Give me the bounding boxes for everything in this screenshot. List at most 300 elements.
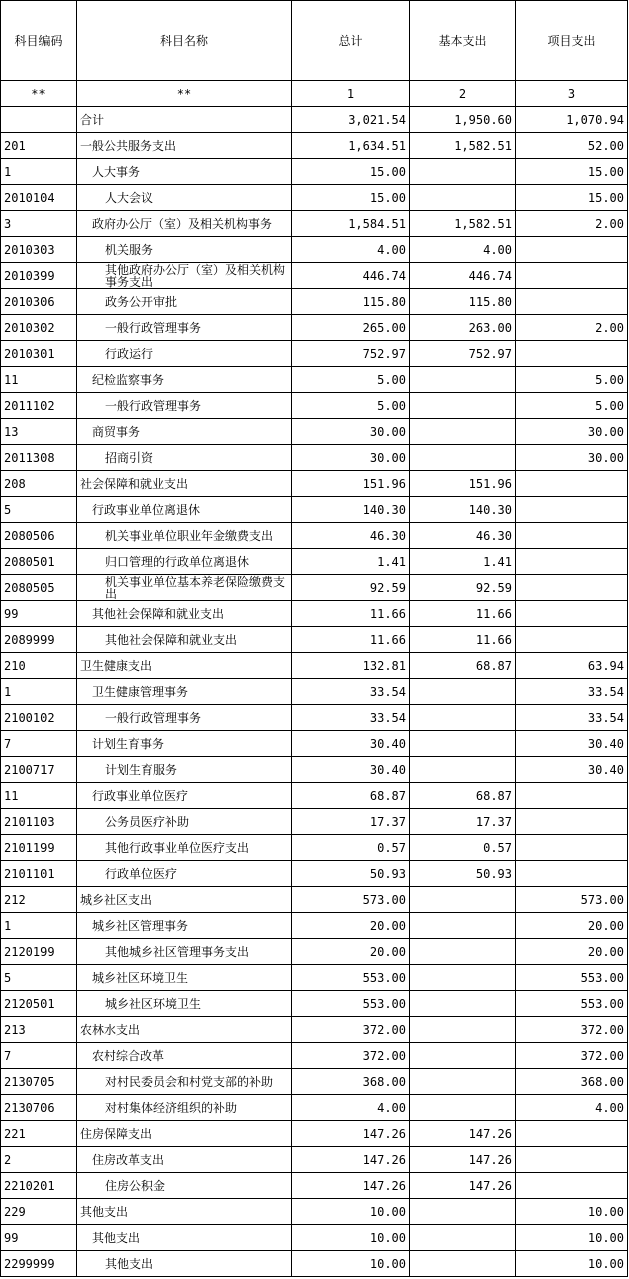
subject-name <box>77 887 292 913</box>
subject-name-text: 对村集体经济组织的补助 <box>105 1101 238 1115</box>
subject-name-text: 一般行政管理事务 <box>105 399 202 413</box>
subject-name-text: 一般行政管理事务 <box>105 321 202 335</box>
table-row <box>1 185 628 211</box>
subject-code: 1 <box>1 679 77 705</box>
basic-amount: 151.96 <box>410 471 516 497</box>
subject-name-text: 人大事务 <box>92 165 141 179</box>
total-amount: 5.00 <box>292 393 410 419</box>
total-amount: 20.00 <box>292 913 410 939</box>
subject-name <box>77 809 292 835</box>
total-amount: 5.00 <box>292 367 410 393</box>
subject-name-text: 行政事业单位医疗 <box>92 789 189 803</box>
basic-amount <box>410 757 516 783</box>
subject-code: 2010303 <box>1 237 77 263</box>
subject-name <box>77 627 292 653</box>
subject-name <box>77 1225 292 1251</box>
subject-code: 1 <box>1 913 77 939</box>
subject-code: 2100717 <box>1 757 77 783</box>
subject-name <box>77 835 292 861</box>
project-amount: 4.00 <box>516 1095 628 1121</box>
project-amount: 372.00 <box>516 1043 628 1069</box>
basic-amount: 4.00 <box>410 237 516 263</box>
subject-name <box>77 1043 292 1069</box>
total-amount: 265.00 <box>292 315 410 341</box>
subject-name <box>77 523 292 549</box>
subject-code: 2010399 <box>1 263 77 289</box>
project-amount: 5.00 <box>516 393 628 419</box>
project-amount: 573.00 <box>516 887 628 913</box>
subject-code: 2 <box>1 1147 77 1173</box>
total-amount: 0.57 <box>292 835 410 861</box>
subject-code: 2101103 <box>1 809 77 835</box>
table-row <box>1 1173 628 1199</box>
subject-code: 2010306 <box>1 289 77 315</box>
subject-name-text: 机关事业单位职业年金缴费支出 <box>105 529 274 543</box>
project-amount <box>516 809 628 835</box>
project-amount <box>516 861 628 887</box>
subject-code: 2010301 <box>1 341 77 367</box>
table-row <box>1 159 628 185</box>
total-amount: 553.00 <box>292 991 410 1017</box>
subject-name-text: 农林水支出 <box>80 1023 141 1037</box>
subject-code: 201 <box>1 133 77 159</box>
project-amount: 30.40 <box>516 757 628 783</box>
subject-name <box>77 679 292 705</box>
project-amount: 10.00 <box>516 1225 628 1251</box>
table-row <box>1 1095 628 1121</box>
total-amount: 50.93 <box>292 861 410 887</box>
project-amount <box>516 263 628 289</box>
subject-code: 1 <box>1 159 77 185</box>
subject-name-text: 城乡社区环境卫生 <box>105 997 202 1011</box>
subject-name <box>77 1121 292 1147</box>
subject-name <box>77 393 292 419</box>
project-amount: 30.00 <box>516 419 628 445</box>
project-amount <box>516 1173 628 1199</box>
subject-name-text: 卫生健康管理事务 <box>92 685 189 699</box>
project-amount <box>516 497 628 523</box>
table-row <box>1 133 628 159</box>
basic-amount <box>410 159 516 185</box>
subject-name <box>77 419 292 445</box>
basic-amount: 17.37 <box>410 809 516 835</box>
index-name: ** <box>77 81 292 107</box>
subject-name-text: 住房改革支出 <box>92 1153 165 1167</box>
subject-code: 2100102 <box>1 705 77 731</box>
table-row <box>1 939 628 965</box>
total-amount: 30.40 <box>292 757 410 783</box>
subject-name <box>77 107 292 133</box>
subject-name <box>77 1017 292 1043</box>
subject-name-text: 其他政府办公厅（室）及相关机构事务支出 <box>105 263 286 288</box>
basic-amount <box>410 367 516 393</box>
total-amount: 30.40 <box>292 731 410 757</box>
header-basic: 基本支出 <box>410 1 516 81</box>
basic-amount: 68.87 <box>410 653 516 679</box>
total-amount: 11.66 <box>292 601 410 627</box>
subject-name-text: 社会保障和就业支出 <box>80 477 189 491</box>
subject-code: 229 <box>1 1199 77 1225</box>
project-amount <box>516 835 628 861</box>
basic-amount: 11.66 <box>410 601 516 627</box>
subject-name <box>77 913 292 939</box>
subject-name <box>77 445 292 471</box>
project-amount: 52.00 <box>516 133 628 159</box>
subject-name-text: 一般公共服务支出 <box>80 139 177 153</box>
project-amount <box>516 1147 628 1173</box>
table-row <box>1 809 628 835</box>
basic-amount <box>410 887 516 913</box>
subject-name <box>77 783 292 809</box>
basic-amount <box>410 1043 516 1069</box>
total-amount: 20.00 <box>292 939 410 965</box>
total-amount: 33.54 <box>292 705 410 731</box>
subject-name <box>77 1147 292 1173</box>
index-project: 3 <box>516 81 628 107</box>
subject-code: 2010302 <box>1 315 77 341</box>
table-body <box>1 107 628 1277</box>
project-amount: 2.00 <box>516 315 628 341</box>
basic-amount <box>410 419 516 445</box>
total-amount: 30.00 <box>292 419 410 445</box>
basic-amount <box>410 1017 516 1043</box>
total-amount: 15.00 <box>292 159 410 185</box>
total-amount: 752.97 <box>292 341 410 367</box>
header-total: 总计 <box>292 1 410 81</box>
project-amount <box>516 1121 628 1147</box>
project-amount <box>516 289 628 315</box>
total-amount: 151.96 <box>292 471 410 497</box>
project-amount: 30.00 <box>516 445 628 471</box>
subject-name <box>77 471 292 497</box>
table-row <box>1 1121 628 1147</box>
total-amount: 33.54 <box>292 679 410 705</box>
project-amount <box>516 575 628 601</box>
subject-code: 99 <box>1 1225 77 1251</box>
total-amount: 1,634.51 <box>292 133 410 159</box>
table-row <box>1 991 628 1017</box>
index-row <box>1 81 628 107</box>
subject-name-text: 城乡社区管理事务 <box>92 919 189 933</box>
table-row <box>1 835 628 861</box>
subject-name-text: 人大会议 <box>105 191 154 205</box>
subject-code: 13 <box>1 419 77 445</box>
basic-amount: 0.57 <box>410 835 516 861</box>
total-amount: 147.26 <box>292 1173 410 1199</box>
subject-name-text: 城乡社区环境卫生 <box>92 971 189 985</box>
subject-name <box>77 211 292 237</box>
subject-code: 7 <box>1 731 77 757</box>
table-row <box>1 315 628 341</box>
basic-amount <box>410 1069 516 1095</box>
subject-name-text: 计划生育事务 <box>92 737 165 751</box>
subject-name <box>77 1069 292 1095</box>
subject-name-text: 城乡社区支出 <box>80 893 153 907</box>
project-amount <box>516 237 628 263</box>
project-amount: 368.00 <box>516 1069 628 1095</box>
basic-amount: 50.93 <box>410 861 516 887</box>
total-amount: 1,584.51 <box>292 211 410 237</box>
project-amount <box>516 523 628 549</box>
table-row <box>1 653 628 679</box>
subject-code: 11 <box>1 367 77 393</box>
basic-amount: 263.00 <box>410 315 516 341</box>
subject-name <box>77 497 292 523</box>
project-amount <box>516 627 628 653</box>
project-amount: 553.00 <box>516 991 628 1017</box>
basic-amount: 11.66 <box>410 627 516 653</box>
basic-amount: 115.80 <box>410 289 516 315</box>
header-code: 科目编码 <box>1 1 77 81</box>
project-amount: 10.00 <box>516 1251 628 1277</box>
total-amount: 4.00 <box>292 1095 410 1121</box>
header-name: 科目名称 <box>77 1 292 81</box>
project-amount <box>516 783 628 809</box>
total-amount: 140.30 <box>292 497 410 523</box>
total-amount: 92.59 <box>292 575 410 601</box>
subject-code: 5 <box>1 497 77 523</box>
project-amount: 33.54 <box>516 679 628 705</box>
subject-name-text: 商贸事务 <box>92 425 141 439</box>
project-amount: 30.40 <box>516 731 628 757</box>
subject-name-text: 卫生健康支出 <box>80 659 153 673</box>
subject-code <box>1 107 77 133</box>
subject-name-text: 行政单位医疗 <box>105 867 178 881</box>
subject-name-text: 其他支出 <box>105 1257 154 1271</box>
subject-code: 2010104 <box>1 185 77 211</box>
subject-name <box>77 705 292 731</box>
basic-amount <box>410 1251 516 1277</box>
project-amount: 33.54 <box>516 705 628 731</box>
basic-amount: 92.59 <box>410 575 516 601</box>
subject-name-text: 住房保障支出 <box>80 1127 153 1141</box>
subject-name <box>77 601 292 627</box>
table-row <box>1 1017 628 1043</box>
subject-code: 2011308 <box>1 445 77 471</box>
project-amount: 15.00 <box>516 185 628 211</box>
subject-name-text: 政府办公厅（室）及相关机构事务 <box>92 217 273 231</box>
project-amount: 2.00 <box>516 211 628 237</box>
table-row <box>1 679 628 705</box>
table-row <box>1 1251 628 1277</box>
subject-name-text: 机关事业单位基本养老保险缴费支出 <box>105 575 286 600</box>
project-amount: 20.00 <box>516 913 628 939</box>
table-row <box>1 887 628 913</box>
subject-code: 2130705 <box>1 1069 77 1095</box>
subject-name <box>77 991 292 1017</box>
index-code: ** <box>1 81 77 107</box>
subject-code: 2130706 <box>1 1095 77 1121</box>
subject-name <box>77 1199 292 1225</box>
table-row <box>1 445 628 471</box>
project-amount <box>516 601 628 627</box>
total-amount: 553.00 <box>292 965 410 991</box>
subject-name <box>77 315 292 341</box>
header-row <box>1 1 628 81</box>
total-amount: 573.00 <box>292 887 410 913</box>
subject-name-text: 其他社会保障和就业支出 <box>105 633 238 647</box>
total-amount: 30.00 <box>292 445 410 471</box>
subject-name-text: 其他支出 <box>80 1205 129 1219</box>
table-row <box>1 705 628 731</box>
project-amount: 63.94 <box>516 653 628 679</box>
table-row <box>1 1225 628 1251</box>
subject-name <box>77 965 292 991</box>
subject-code: 2011102 <box>1 393 77 419</box>
subject-name-text: 对村民委员会和村党支部的补助 <box>105 1075 274 1089</box>
basic-amount: 1,582.51 <box>410 133 516 159</box>
table-row <box>1 549 628 575</box>
subject-code: 11 <box>1 783 77 809</box>
total-amount: 132.81 <box>292 653 410 679</box>
subject-code: 221 <box>1 1121 77 1147</box>
basic-amount <box>410 731 516 757</box>
subject-name <box>77 757 292 783</box>
table-row <box>1 419 628 445</box>
subject-name <box>77 549 292 575</box>
subject-name <box>77 263 292 289</box>
subject-name-text: 其他社会保障和就业支出 <box>92 607 225 621</box>
project-amount: 15.00 <box>516 159 628 185</box>
subject-name <box>77 237 292 263</box>
total-amount: 147.26 <box>292 1147 410 1173</box>
table-row <box>1 965 628 991</box>
subject-code: 2080501 <box>1 549 77 575</box>
index-basic: 2 <box>410 81 516 107</box>
subject-name <box>77 653 292 679</box>
table-row <box>1 1199 628 1225</box>
total-amount: 1.41 <box>292 549 410 575</box>
total-amount: 10.00 <box>292 1199 410 1225</box>
total-amount: 147.26 <box>292 1121 410 1147</box>
subject-code: 2120199 <box>1 939 77 965</box>
subject-name-text: 其他行政事业单位医疗支出 <box>105 841 250 855</box>
table-row <box>1 393 628 419</box>
subject-name-text: 政务公开审批 <box>105 295 178 309</box>
basic-amount <box>410 185 516 211</box>
subject-name-text: 计划生育服务 <box>105 763 178 777</box>
subject-code: 2080506 <box>1 523 77 549</box>
basic-amount: 446.74 <box>410 263 516 289</box>
basic-amount: 1,950.60 <box>410 107 516 133</box>
table-row <box>1 341 628 367</box>
subject-name-text: 机关服务 <box>105 243 154 257</box>
basic-amount: 147.26 <box>410 1121 516 1147</box>
project-amount: 372.00 <box>516 1017 628 1043</box>
project-amount <box>516 341 628 367</box>
total-amount: 446.74 <box>292 263 410 289</box>
subject-name <box>77 939 292 965</box>
subject-name-text: 归口管理的行政单位离退休 <box>105 555 250 569</box>
subject-name-text: 公务员医疗补助 <box>105 815 190 829</box>
project-amount <box>516 471 628 497</box>
subject-name-text: 住房公积金 <box>105 1179 166 1193</box>
total-amount: 372.00 <box>292 1043 410 1069</box>
subject-name <box>77 731 292 757</box>
basic-amount: 752.97 <box>410 341 516 367</box>
subject-code: 2101101 <box>1 861 77 887</box>
subject-code: 2299999 <box>1 1251 77 1277</box>
table-row <box>1 731 628 757</box>
basic-amount: 140.30 <box>410 497 516 523</box>
total-amount: 46.30 <box>292 523 410 549</box>
basic-amount <box>410 1199 516 1225</box>
table-row <box>1 523 628 549</box>
table-row <box>1 107 628 133</box>
total-amount: 68.87 <box>292 783 410 809</box>
subject-code: 3 <box>1 211 77 237</box>
subject-code: 99 <box>1 601 77 627</box>
subject-name <box>77 341 292 367</box>
table-row <box>1 783 628 809</box>
subject-name <box>77 289 292 315</box>
subject-code: 212 <box>1 887 77 913</box>
total-amount: 11.66 <box>292 627 410 653</box>
table-row <box>1 1043 628 1069</box>
table-row <box>1 1147 628 1173</box>
subject-name <box>77 185 292 211</box>
basic-amount: 1,582.51 <box>410 211 516 237</box>
subject-name-text: 其他城乡社区管理事务支出 <box>105 945 250 959</box>
subject-name <box>77 1095 292 1121</box>
basic-amount <box>410 1225 516 1251</box>
basic-amount: 68.87 <box>410 783 516 809</box>
subject-code: 2120501 <box>1 991 77 1017</box>
project-amount: 20.00 <box>516 939 628 965</box>
subject-name-text: 行政运行 <box>105 347 154 361</box>
basic-amount <box>410 445 516 471</box>
project-amount: 10.00 <box>516 1199 628 1225</box>
subject-name-text: 合计 <box>80 113 105 127</box>
basic-amount <box>410 393 516 419</box>
table-row <box>1 497 628 523</box>
basic-amount <box>410 939 516 965</box>
subject-name <box>77 159 292 185</box>
table-row <box>1 575 628 601</box>
total-amount: 115.80 <box>292 289 410 315</box>
total-amount: 3,021.54 <box>292 107 410 133</box>
header-project: 项目支出 <box>516 1 628 81</box>
table-row <box>1 237 628 263</box>
table-row <box>1 471 628 497</box>
subject-name <box>77 575 292 601</box>
subject-name <box>77 133 292 159</box>
subject-code: 2101199 <box>1 835 77 861</box>
basic-amount <box>410 705 516 731</box>
table-row <box>1 757 628 783</box>
subject-name-text: 一般行政管理事务 <box>105 711 202 725</box>
subject-code: 5 <box>1 965 77 991</box>
subject-name-text: 纪检监察事务 <box>92 373 165 387</box>
table-row <box>1 211 628 237</box>
basic-amount <box>410 913 516 939</box>
total-amount: 10.00 <box>292 1251 410 1277</box>
subject-name <box>77 367 292 393</box>
basic-amount: 147.26 <box>410 1147 516 1173</box>
table-row <box>1 913 628 939</box>
subject-code: 2089999 <box>1 627 77 653</box>
subject-code: 213 <box>1 1017 77 1043</box>
subject-name-text: 其他支出 <box>92 1231 141 1245</box>
project-amount: 1,070.94 <box>516 107 628 133</box>
total-amount: 4.00 <box>292 237 410 263</box>
basic-amount: 147.26 <box>410 1173 516 1199</box>
table-row <box>1 1069 628 1095</box>
project-amount: 5.00 <box>516 367 628 393</box>
total-amount: 17.37 <box>292 809 410 835</box>
total-amount: 15.00 <box>292 185 410 211</box>
project-amount: 553.00 <box>516 965 628 991</box>
